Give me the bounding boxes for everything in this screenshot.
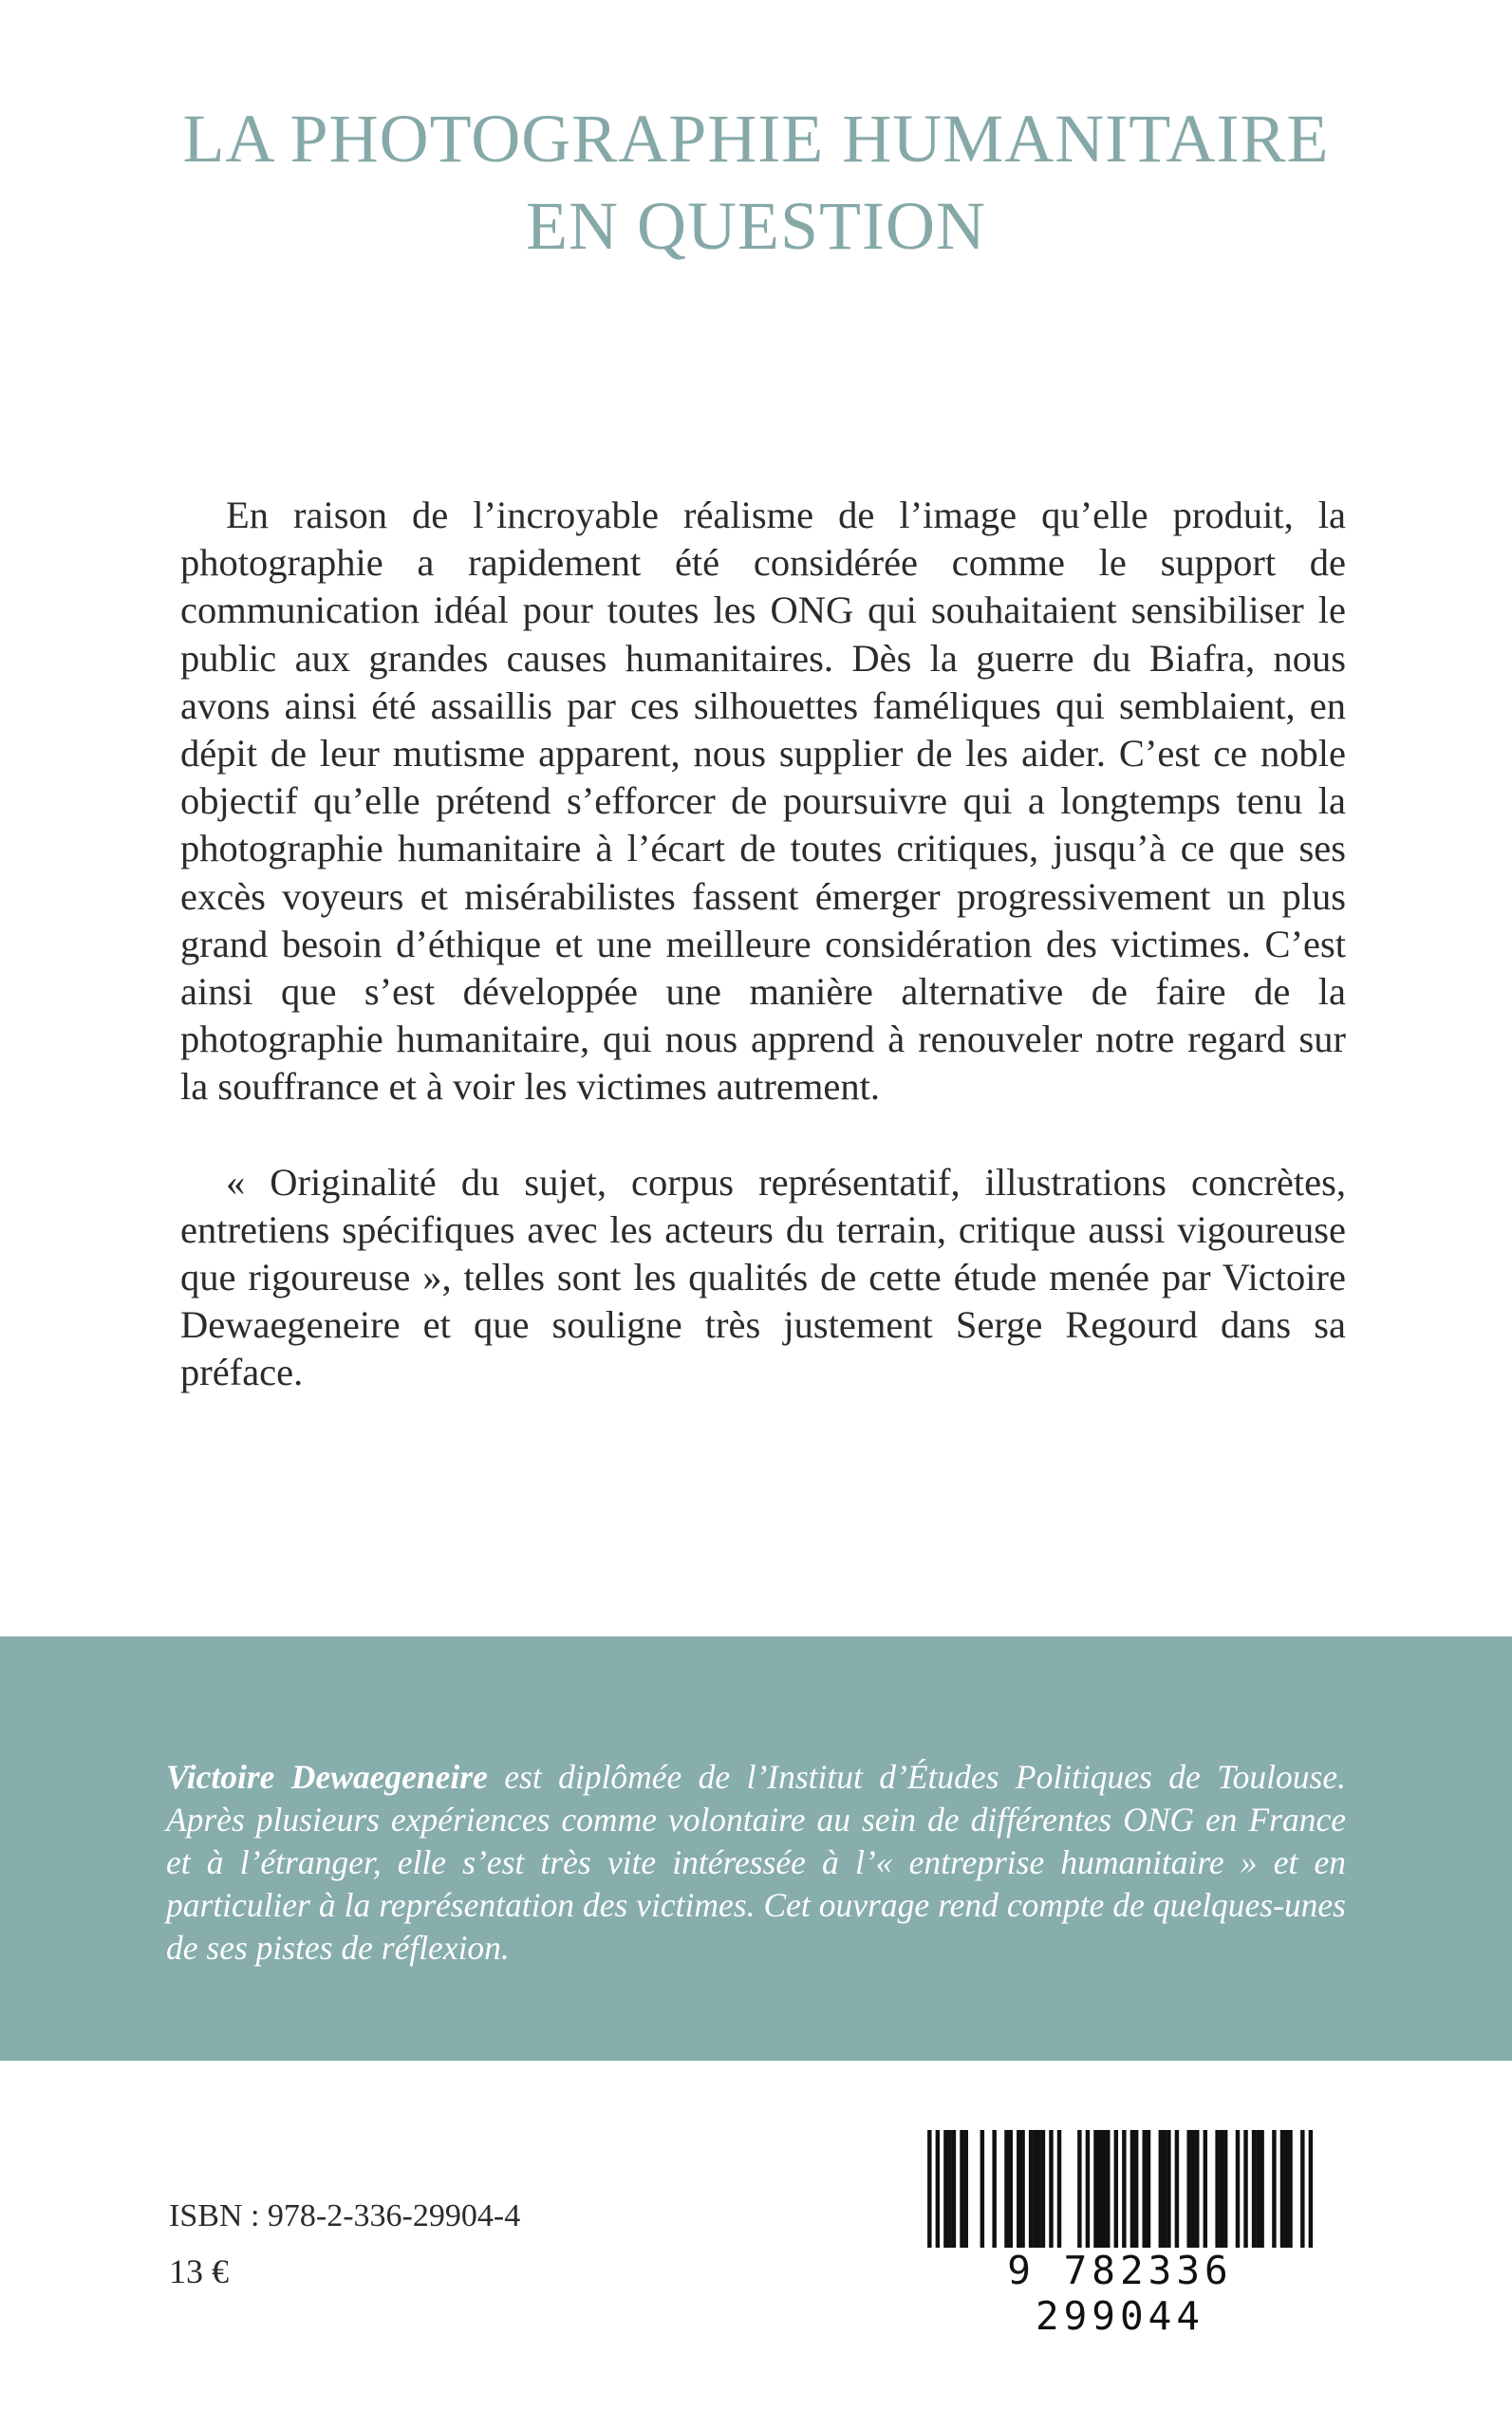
barcode-bar <box>1033 2130 1036 2251</box>
barcode-bar <box>1041 2130 1045 2251</box>
barcode-bar <box>1272 2130 1276 2251</box>
barcode-digits: 9 782336 299044 <box>911 2248 1329 2339</box>
barcode-bar <box>1204 2130 1207 2251</box>
barcode-bar <box>1086 2130 1090 2251</box>
barcode-bar <box>1029 2130 1033 2251</box>
barcode-bar <box>1252 2130 1256 2251</box>
price-label: 13 € <box>169 2252 229 2290</box>
barcode-bar <box>1191 2130 1195 2251</box>
barcode-bar <box>1077 2130 1081 2251</box>
barcode-bar <box>1159 2130 1163 2251</box>
barcode-bar <box>1134 2130 1138 2251</box>
barcode-bar <box>992 2130 996 2251</box>
barcode-bar <box>1236 2130 1240 2251</box>
barcode-bar <box>960 2130 963 2251</box>
barcode-bar <box>1260 2130 1263 2251</box>
barcode-bar <box>964 2130 968 2251</box>
barcode-bar <box>1163 2130 1167 2251</box>
back-cover-summary <box>180 492 1346 1397</box>
barcode-bar <box>1223 2130 1227 2251</box>
summary-paragraph-2: « Originalité du sujet, corpus représentatif, illustrations concrètes, entretiens spécifiques avec les acteurs du terrain, critique aussi vigoureuse que rigoureuse », telles sont les qualités de cette étude menée par Victoire Dewaegeneire et que souligne très justement Serge Regourd dans sa préface. <box>180 1160 1346 1394</box>
barcode-bar <box>1280 2130 1284 2251</box>
barcode-bar <box>1220 2130 1223 2251</box>
barcode-bar <box>1142 2130 1146 2251</box>
author-bio-text: est diplômée de l’Institut d’Études Politiques de Toulouse. Après plusieurs expériences comme volontaire au sein de différentes ONG en France et à l’étranger, elle s’est très vite intéressée à l’« entreprise humanitaire » et en particulier à la représentation des victimes. Cet ouvrage rend compte de quelques-unes de ses pistes de réflexion. <box>166 1758 1346 1967</box>
barcode-bar <box>1167 2130 1170 2251</box>
barcode-bar <box>980 2130 984 2251</box>
isbn-label: ISBN : 978-2-336-29904-4 <box>169 2198 521 2233</box>
barcode-bar <box>1057 2130 1061 2251</box>
barcode-bar <box>943 2130 947 2251</box>
summary-paragraph-1: En raison de l’incroyable réalisme de l’image qu’elle produit, la photographie a rapidement été considérée comme le support de communication idéal pour toutes les ONG qui souhaitaient sensibiliser le public aux grandes causes humanitaires. Dès la guerre du Biafra, nous avons ainsi été assaillis par ces silhouettes faméliques qui semblaient, en dépit de leur mutisme apparent, nous supplier de les aider. C’est ce noble objectif qu’elle prétend s’efforcer de poursuivre qui a longtemps tenu la photographie humanitaire à l’écart de toutes critiques, jusqu’à ce que ses excès voyeurs et misérabilistes fassent émerger progressivement un plus grand besoin d’éthique et une meilleure considération des victimes. C’est ainsi que s’est développée une manière alternative de faire de la photographie humanitaire, qui nous apprend à renouveler notre regard sur la souffrance et à voir les victimes autrement. <box>180 494 1346 1109</box>
author-bio <box>166 1756 1346 1970</box>
author-name: Victoire Dewaegeneire <box>166 1758 488 1796</box>
barcode-bar <box>1243 2130 1247 2251</box>
barcode-bar <box>1130 2130 1134 2251</box>
barcode-bar <box>1284 2130 1288 2251</box>
barcode-bar <box>1004 2130 1008 2251</box>
barcode-bar <box>952 2130 956 2251</box>
barcode-bar <box>1102 2130 1106 2251</box>
barcode-bar <box>1020 2130 1024 2251</box>
book-title <box>0 95 1512 270</box>
barcode-bar <box>1215 2130 1219 2251</box>
barcode-bar <box>1049 2130 1053 2251</box>
barcode-bar <box>1186 2130 1190 2251</box>
barcode-bar <box>1195 2130 1199 2251</box>
barcode-bar <box>1093 2130 1097 2251</box>
barcode-bar <box>1147 2130 1150 2251</box>
barcode-bar <box>947 2130 951 2251</box>
title-line-1: LA PHOTOGRAPHIE HUMANITAIRE <box>182 101 1330 177</box>
barcode-bar <box>1106 2130 1110 2251</box>
barcode-bar <box>1175 2130 1179 2251</box>
barcode <box>911 2130 1329 2339</box>
barcode-bar <box>1256 2130 1260 2251</box>
barcode-bar <box>1009 2130 1013 2251</box>
barcode-bar <box>1098 2130 1102 2251</box>
barcode-bar <box>1036 2130 1040 2251</box>
barcode-bar <box>1288 2130 1292 2251</box>
title-line-2: EN QUESTION <box>526 188 986 264</box>
barcode-bar <box>1017 2130 1020 2251</box>
